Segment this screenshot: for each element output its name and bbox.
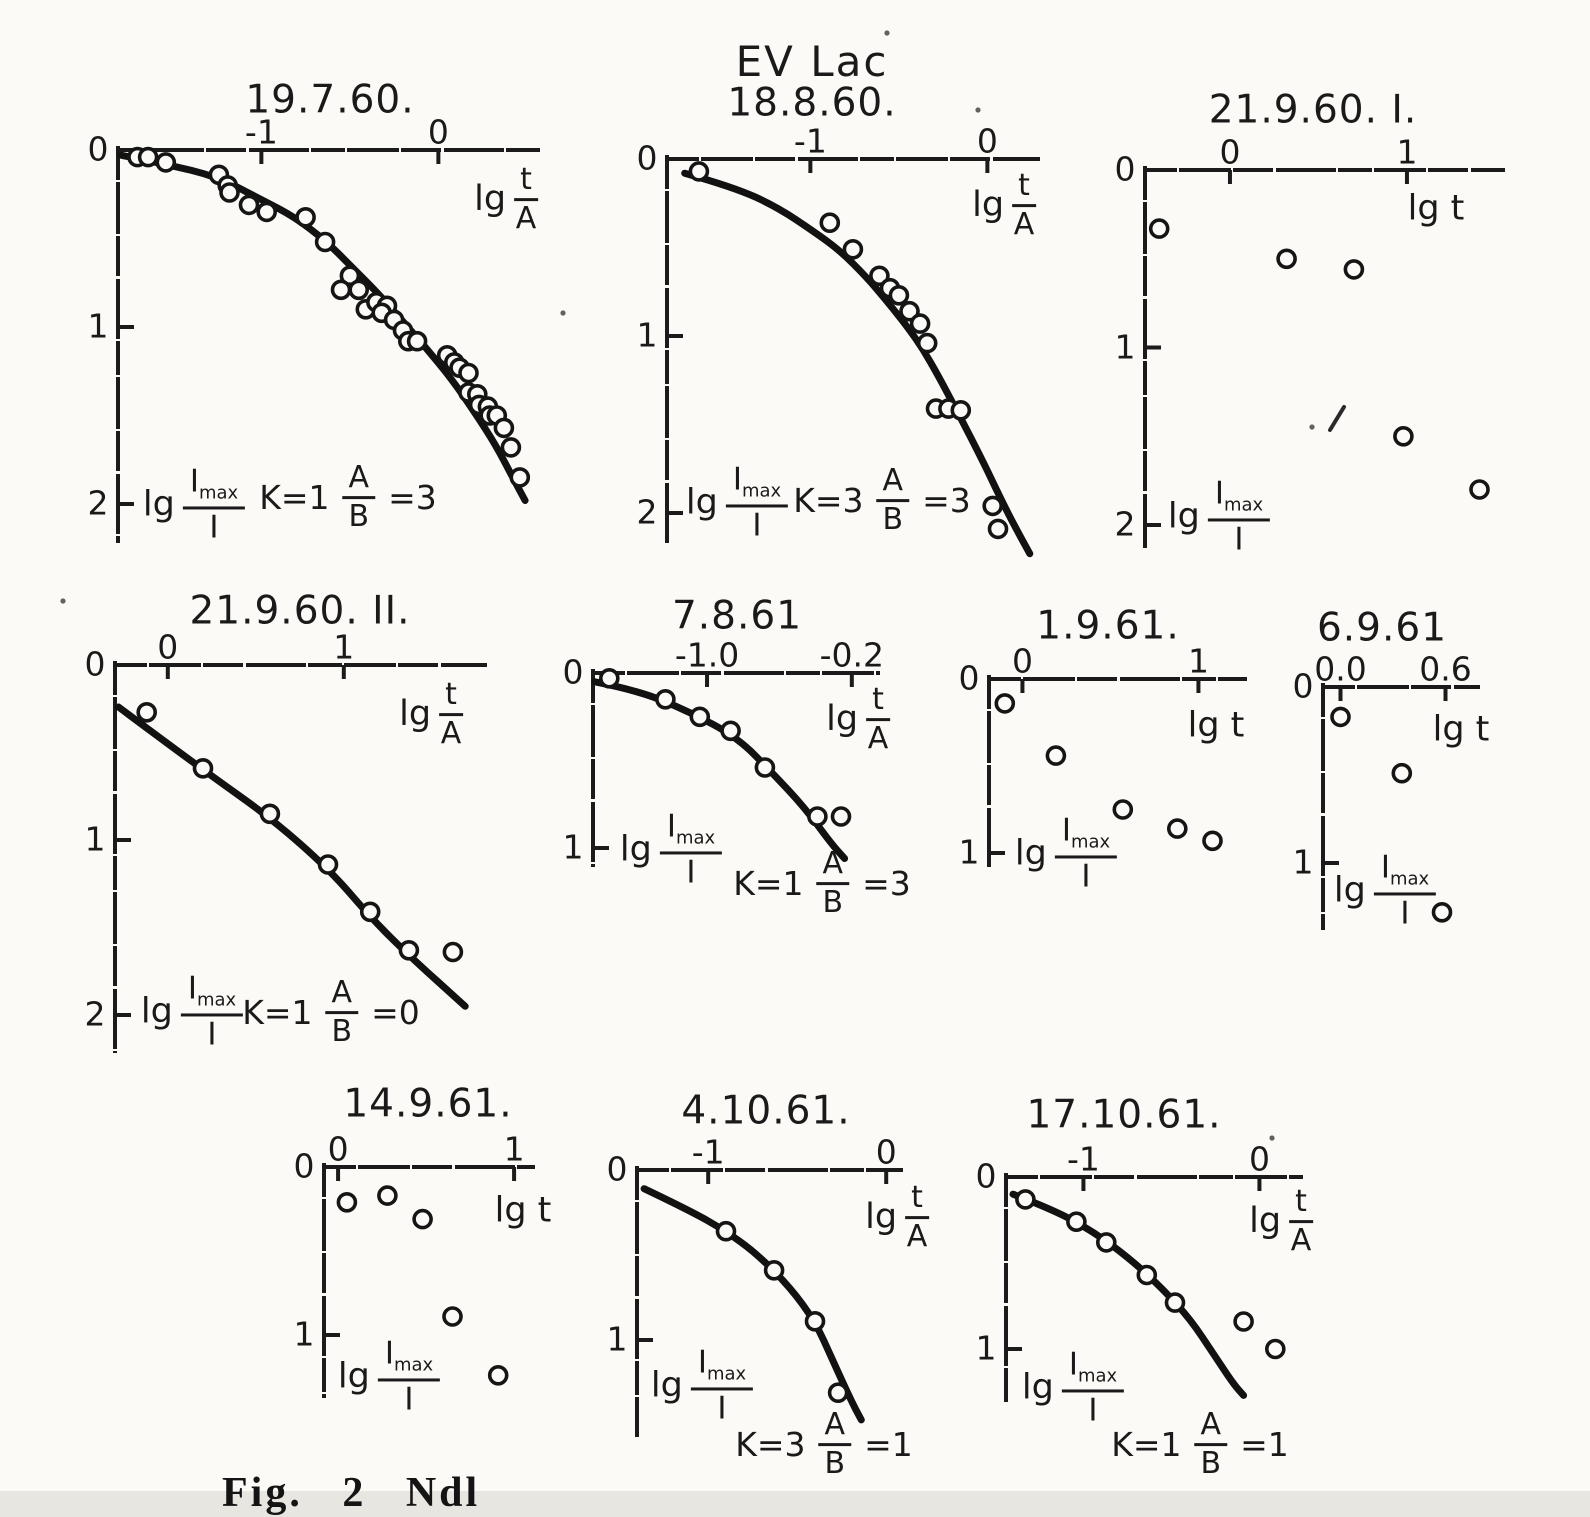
y-tick-label: 0 bbox=[84, 644, 106, 684]
x-axis-label: lg t bbox=[1187, 705, 1245, 746]
fraction: $\frac{A}{B}$ bbox=[326, 977, 359, 1049]
x-tick-label: -1 bbox=[244, 112, 278, 152]
x-axis-label: lg t bbox=[1407, 188, 1465, 229]
panel-title: 14.9.61. bbox=[343, 1081, 513, 1127]
y-tick-label: 1 bbox=[293, 1314, 315, 1354]
x-axis-label: lg $\frac{t}{A}$ bbox=[474, 162, 537, 237]
y-tick-label: 0 bbox=[87, 129, 109, 169]
y-tick-label: 0 bbox=[975, 1156, 997, 1196]
y-axis-label: lg $\frac{I_{max}}{I}$ bbox=[651, 1346, 753, 1425]
x-tick-label: 1 bbox=[503, 1129, 525, 1169]
fraction: $\frac{I_{max}}{I}$ bbox=[726, 463, 788, 542]
x-axis-label: lg t bbox=[1432, 709, 1490, 750]
fraction: $\frac{t}{A}$ bbox=[867, 682, 889, 757]
x-axis-label: lg $\frac{t}{A}$ bbox=[865, 1180, 928, 1255]
y-tick-label: 2 bbox=[87, 483, 109, 523]
x-tick-label: 1 bbox=[1396, 132, 1418, 172]
y-tick-label: 1 bbox=[975, 1328, 997, 1368]
fraction: $\frac{t}{A}$ bbox=[515, 162, 537, 237]
fraction: $\frac{A}{B}$ bbox=[1195, 1409, 1228, 1481]
x-axis-label: lg $\frac{t}{A}$ bbox=[399, 677, 462, 752]
x-tick-label: 0.6 bbox=[1419, 649, 1472, 689]
fraction: $\frac{A}{B}$ bbox=[817, 848, 850, 920]
panel-title: 17.10.61. bbox=[1026, 1092, 1222, 1138]
y-tick-label: 2 bbox=[84, 994, 106, 1034]
y-tick-label: 1 bbox=[1292, 842, 1314, 882]
x-tick-label: 0 bbox=[427, 112, 449, 152]
y-tick-label: 0 bbox=[1114, 149, 1136, 189]
y-tick-label: 1 bbox=[636, 315, 658, 355]
y-axis-label: lg $\frac{I_{max}}{I}$ bbox=[143, 465, 245, 544]
y-tick-label: 0 bbox=[606, 1149, 628, 1189]
panel-title: 1.9.61. bbox=[1036, 603, 1180, 649]
panel-title: 21.9.60. I. bbox=[1208, 87, 1418, 133]
y-axis-label: lg $\frac{I_{max}}{I}$ bbox=[1168, 477, 1270, 556]
fit-params: K=1 $\frac{A}{B}$ =0 bbox=[242, 975, 420, 1050]
y-tick-label: 1 bbox=[84, 819, 106, 859]
panel-title: 4.10.61. bbox=[681, 1088, 851, 1134]
fit-params: K=1 $\frac{A}{B}$ =3 bbox=[259, 460, 437, 535]
y-tick-label: 2 bbox=[1114, 504, 1136, 544]
fraction: $\frac{t}{A}$ bbox=[906, 1180, 928, 1255]
panel-title: 6.9.61 bbox=[1316, 605, 1448, 651]
x-tick-label: 1 bbox=[1187, 641, 1209, 681]
y-tick-label: 0 bbox=[958, 658, 980, 698]
fraction: $\frac{t}{A}$ bbox=[440, 677, 462, 752]
fit-params: K=3 $\frac{A}{B}$ =3 bbox=[793, 463, 971, 538]
x-axis-label: lg $\frac{t}{A}$ bbox=[826, 682, 889, 757]
panel-title: 18.8.60. bbox=[727, 80, 897, 126]
fraction: $\frac{I_{max}}{I}$ bbox=[1208, 477, 1270, 556]
y-tick-label: 1 bbox=[87, 306, 109, 346]
x-tick-label: -1 bbox=[1066, 1139, 1100, 1179]
x-tick-label: -0.2 bbox=[819, 635, 885, 675]
fraction: $\frac{I_{max}}{I}$ bbox=[691, 1346, 753, 1425]
x-tick-label: 0 bbox=[1248, 1139, 1270, 1179]
fit-params: K=3 $\frac{A}{B}$ =1 bbox=[735, 1407, 913, 1482]
x-axis-label: lg $\frac{t}{A}$ bbox=[972, 168, 1035, 243]
x-tick-label: -1.0 bbox=[674, 635, 740, 675]
y-axis-label: lg $\frac{I_{max}}{I}$ bbox=[338, 1337, 440, 1416]
x-tick-label: 0.0 bbox=[1314, 649, 1367, 689]
y-axis-label: lg $\frac{I_{max}}{I}$ bbox=[1022, 1348, 1124, 1427]
panel-title: 21.9.60. II. bbox=[189, 588, 411, 634]
x-tick-label: 0 bbox=[1011, 641, 1033, 681]
x-tick-label: 0 bbox=[1219, 132, 1241, 172]
panel-title: 7.8.61 bbox=[671, 593, 803, 639]
y-tick-label: 0 bbox=[1292, 666, 1314, 706]
y-tick-label: 0 bbox=[293, 1146, 315, 1186]
x-tick-label: 0 bbox=[976, 121, 998, 161]
y-axis-label: lg $\frac{I_{max}}{I}$ bbox=[1334, 851, 1436, 930]
x-tick-label: 0 bbox=[327, 1129, 349, 1169]
figure-title: EV Lac bbox=[735, 37, 889, 86]
fraction: $\frac{A}{B}$ bbox=[343, 462, 376, 534]
x-tick-label: 0 bbox=[875, 1132, 897, 1172]
fraction: $\frac{t}{A}$ bbox=[1013, 168, 1035, 243]
y-tick-label: 1 bbox=[562, 827, 584, 867]
fraction: $\frac{I_{max}}{I}$ bbox=[378, 1337, 440, 1416]
x-tick-label: 0 bbox=[157, 627, 179, 667]
y-tick-label: 0 bbox=[636, 138, 658, 178]
panel-title: 19.7.60. bbox=[245, 77, 415, 123]
fraction: $\frac{I_{max}}{I}$ bbox=[1055, 814, 1117, 893]
y-tick-label: 1 bbox=[958, 832, 980, 872]
y-tick-label: 1 bbox=[1114, 327, 1136, 366]
x-tick-label: 1 bbox=[333, 627, 355, 667]
fraction: $\frac{I_{max}}{I}$ bbox=[1062, 1348, 1124, 1427]
fraction: $\frac{I_{max}}{I}$ bbox=[183, 465, 245, 544]
fit-params: K=1 $\frac{A}{B}$ =1 bbox=[1111, 1407, 1289, 1482]
y-tick-label: 2 bbox=[636, 492, 658, 532]
fraction: $\frac{I_{max}}{I}$ bbox=[660, 810, 722, 889]
fraction: $\frac{t}{A}$ bbox=[1290, 1184, 1312, 1259]
fraction: $\frac{A}{B}$ bbox=[819, 1409, 852, 1481]
y-tick-label: 0 bbox=[562, 652, 584, 692]
y-tick-label: 1 bbox=[606, 1319, 628, 1359]
figure-caption: Fig. 2 Ndl bbox=[222, 1470, 481, 1516]
y-axis-label: lg $\frac{I_{max}}{I}$ bbox=[1015, 814, 1117, 893]
fraction: $\frac{A}{B}$ bbox=[877, 465, 910, 537]
y-axis-label: lg $\frac{I_{max}}{I}$ bbox=[141, 972, 243, 1051]
x-tick-label: -1 bbox=[793, 121, 827, 161]
fit-params: K=1 $\frac{A}{B}$ =3 bbox=[733, 846, 911, 921]
fraction: $\frac{I_{max}}{I}$ bbox=[1374, 851, 1436, 930]
y-axis-label: lg $\frac{I_{max}}{I}$ bbox=[686, 463, 788, 542]
y-axis-label: lg $\frac{I_{max}}{I}$ bbox=[620, 810, 722, 889]
x-axis-label: lg $\frac{t}{A}$ bbox=[1249, 1184, 1312, 1259]
fraction: $\frac{I_{max}}{I}$ bbox=[181, 972, 243, 1051]
x-tick-label: -1 bbox=[691, 1132, 725, 1172]
x-axis-label: lg t bbox=[494, 1190, 552, 1231]
